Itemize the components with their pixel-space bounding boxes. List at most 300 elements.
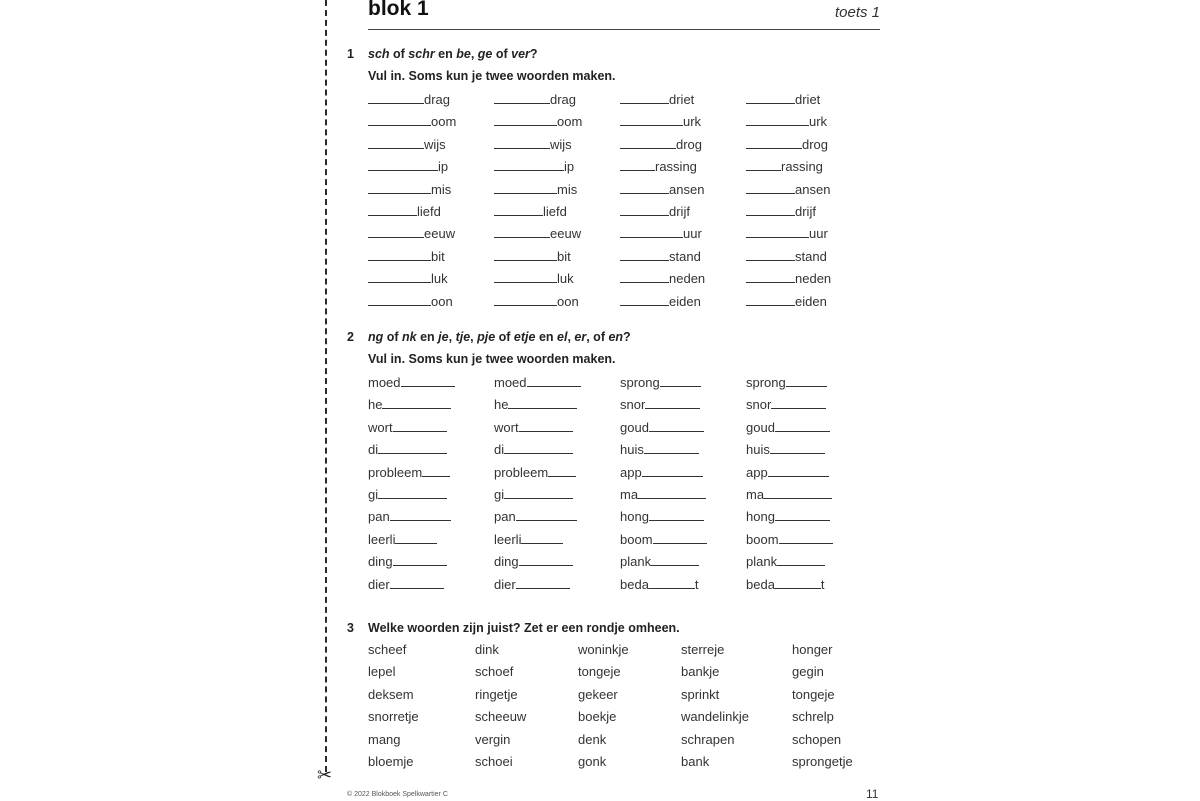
answer-blank[interactable] <box>519 553 574 566</box>
fill-in-item <box>368 293 453 311</box>
answer-blank[interactable] <box>494 248 557 261</box>
word-fragment: wijs <box>424 136 446 152</box>
fill-in-item <box>746 486 832 504</box>
word-option[interactable]: bank <box>681 754 710 769</box>
answer-blank[interactable] <box>746 225 809 238</box>
word-fragment: ip <box>438 159 449 175</box>
header-rule <box>368 29 880 30</box>
word-fragment: oom <box>557 114 583 130</box>
word-option[interactable]: tongeje <box>578 664 621 680</box>
word-fragment: app <box>746 464 768 480</box>
word-fragment: drijf <box>669 204 690 219</box>
scissors-icon: ✂ <box>317 765 333 785</box>
fill-in-item <box>368 396 451 414</box>
word-fragment: huis <box>746 442 770 458</box>
answer-blank[interactable] <box>768 464 830 477</box>
word-option[interactable]: sterreje <box>681 642 725 657</box>
word-fragment: uur <box>809 226 828 242</box>
title-fragment: , <box>470 47 478 61</box>
fill-in-item <box>620 486 706 504</box>
word-fragment: oon <box>431 293 453 309</box>
fill-in-item <box>494 374 581 392</box>
answer-blank[interactable] <box>644 441 699 454</box>
word-fragment: sprong <box>746 375 786 390</box>
answer-blank[interactable] <box>775 419 830 432</box>
answer-blank[interactable] <box>620 91 669 104</box>
title-fragment: je <box>438 330 449 344</box>
title-fragment: etje <box>513 330 536 344</box>
q1-title <box>368 47 538 61</box>
title-fragment: nk <box>402 330 417 344</box>
fill-in-item <box>746 225 828 243</box>
fill-in-item <box>494 181 577 199</box>
fill-in-item <box>368 419 447 437</box>
word-fragment: mis <box>557 181 578 197</box>
fill-in-item <box>368 203 441 221</box>
word-fragment: bit <box>557 248 571 264</box>
word-fragment: wort <box>368 419 393 435</box>
answer-blank[interactable] <box>494 181 557 194</box>
fill-in-item <box>746 203 816 221</box>
answer-blank[interactable] <box>746 248 795 261</box>
fill-in-item <box>620 181 704 199</box>
answer-blank[interactable] <box>746 270 795 283</box>
title-fragment: en <box>416 330 439 344</box>
word-option[interactable]: boekje <box>578 709 617 725</box>
answer-blank[interactable] <box>504 441 572 454</box>
word-option[interactable]: bankje <box>681 664 720 680</box>
word-option[interactable]: gekeer <box>578 686 618 702</box>
fill-in-item <box>368 531 437 549</box>
fill-in-item <box>494 486 573 504</box>
answer-blank[interactable] <box>504 486 572 499</box>
word-fragment: eeuw <box>550 226 582 242</box>
word-option[interactable]: honger <box>792 642 833 657</box>
answer-blank[interactable] <box>620 158 655 171</box>
title-fragment: , of <box>586 330 609 344</box>
answer-blank[interactable] <box>368 203 417 216</box>
title-fragment: ver <box>511 47 530 61</box>
answer-blank[interactable] <box>494 293 557 306</box>
word-fragment: moed <box>494 375 527 390</box>
word-option[interactable]: snorretje <box>368 709 419 725</box>
fill-in-item <box>368 225 455 243</box>
answer-blank[interactable] <box>368 158 438 171</box>
word-fragment: di <box>494 442 505 458</box>
word-fragment: eiden <box>669 293 701 309</box>
word-fragment: ma <box>620 487 639 502</box>
fill-in-item <box>494 576 570 594</box>
title-fragment: en <box>608 330 624 344</box>
answer-blank[interactable] <box>620 113 683 126</box>
word-fragment: urk <box>683 114 702 130</box>
fill-in-item <box>368 553 447 571</box>
fill-in-item <box>494 419 573 437</box>
word-fragment: bit <box>431 248 445 264</box>
answer-blank[interactable] <box>368 293 431 306</box>
word-fragment: hong <box>620 509 649 525</box>
fill-in-item <box>620 464 703 482</box>
title-fragment: el <box>557 330 568 344</box>
fill-in-item <box>620 225 702 243</box>
fill-in-item <box>746 181 830 199</box>
fill-in-item <box>746 419 830 437</box>
answer-blank[interactable] <box>620 136 676 149</box>
title-fragment: be <box>456 47 471 61</box>
answer-blank[interactable] <box>401 374 456 387</box>
answer-blank[interactable] <box>642 464 704 477</box>
answer-blank[interactable] <box>368 270 431 283</box>
word-option[interactable]: schopen <box>792 731 842 747</box>
answer-blank[interactable] <box>649 576 695 589</box>
toets-label: toets 1 <box>835 4 881 21</box>
answer-blank[interactable] <box>746 158 781 171</box>
word-fragment: neden <box>795 271 832 287</box>
word-fragment: stand <box>795 248 827 264</box>
word-option[interactable]: dink <box>475 642 499 657</box>
answer-blank[interactable] <box>368 181 431 194</box>
word-fragment: moed <box>368 375 401 390</box>
fill-in-item <box>368 374 455 392</box>
word-option[interactable]: schrelp <box>792 709 834 725</box>
word-fragment: drog <box>676 136 703 152</box>
fill-in-item <box>746 464 829 482</box>
word-fragment: goud <box>620 419 649 435</box>
word-fragment: wijs <box>550 136 572 152</box>
fill-in-item <box>746 248 827 266</box>
answer-blank[interactable] <box>770 441 825 454</box>
answer-blank[interactable] <box>390 508 452 521</box>
word-option[interactable]: woninkje <box>578 642 629 657</box>
word-option[interactable]: denk <box>578 731 607 747</box>
fill-in-item <box>620 508 704 526</box>
answer-blank[interactable] <box>746 113 809 126</box>
answer-blank[interactable] <box>494 225 550 238</box>
answer-blank[interactable] <box>378 486 446 499</box>
q3-number: 3 <box>347 621 354 635</box>
fill-in-item <box>620 293 701 311</box>
answer-blank[interactable] <box>620 248 669 261</box>
answer-blank[interactable] <box>519 419 574 432</box>
q1-instruction: Vul in. Soms kun je twee woorden maken. <box>368 69 616 83</box>
fill-in-item <box>746 553 825 571</box>
word-fragment: luk <box>431 271 448 287</box>
title-fragment: , <box>448 330 456 344</box>
word-fragment: rassing <box>655 159 697 175</box>
fill-in-item <box>368 91 450 109</box>
word-fragment: oom <box>431 114 457 130</box>
fill-in-item <box>620 396 700 414</box>
word-fragment: ma <box>746 487 765 502</box>
word-fragment: dier <box>494 576 516 592</box>
word-fragment: huis <box>620 442 644 458</box>
answer-blank[interactable] <box>786 374 827 387</box>
word-fragment: stand <box>669 248 701 264</box>
answer-blank[interactable] <box>653 531 708 544</box>
q2-number: 2 <box>347 330 354 344</box>
answer-blank[interactable] <box>494 113 557 126</box>
answer-blank[interactable] <box>620 293 669 306</box>
fill-in-item <box>746 270 831 288</box>
word-option[interactable]: sprongetje <box>792 754 853 769</box>
fill-in-item <box>620 270 705 288</box>
word-fragment: boom <box>746 531 779 547</box>
word-suffix: t <box>820 576 825 592</box>
answer-blank[interactable] <box>775 576 821 589</box>
word-fragment: probleem <box>494 464 549 480</box>
fill-in-item <box>746 531 833 549</box>
answer-blank[interactable] <box>378 441 446 454</box>
fill-in-item <box>620 576 699 594</box>
fill-in-item <box>368 441 447 459</box>
word-suffix: t <box>694 576 699 592</box>
title-fragment: , <box>470 330 478 344</box>
fill-in-item <box>368 158 448 176</box>
fill-in-item <box>494 270 574 288</box>
answer-blank[interactable] <box>548 464 576 477</box>
title-fragment: of <box>495 330 514 344</box>
answer-blank[interactable] <box>516 576 571 589</box>
fill-in-item <box>620 113 701 131</box>
fill-in-item <box>368 248 445 266</box>
title-fragment: pje <box>477 330 496 344</box>
word-fragment: app <box>620 464 642 480</box>
fill-in-item <box>494 531 563 549</box>
word-fragment: ding <box>494 554 519 570</box>
fill-in-item <box>746 158 823 176</box>
answer-blank[interactable] <box>771 396 826 409</box>
answer-blank[interactable] <box>390 576 445 589</box>
title-fragment: ? <box>623 330 631 344</box>
footer-copyright: © 2022 Blokboek Spelkwartier C <box>347 791 448 798</box>
fill-in-item <box>746 91 820 109</box>
word-fragment: di <box>368 442 379 458</box>
answer-blank[interactable] <box>494 203 543 216</box>
answer-blank[interactable] <box>746 91 795 104</box>
fill-in-item <box>368 576 444 594</box>
fill-in-item <box>620 91 694 109</box>
answer-blank[interactable] <box>651 553 699 566</box>
page-number: 11 <box>866 787 879 801</box>
word-fragment: beda <box>746 576 775 592</box>
answer-blank[interactable] <box>494 91 550 104</box>
word-option[interactable]: mang <box>368 731 401 747</box>
answer-blank[interactable] <box>382 396 450 409</box>
word-fragment: pan <box>494 509 516 525</box>
answer-blank[interactable] <box>638 486 706 499</box>
word-fragment: liefd <box>543 204 567 219</box>
answer-blank[interactable] <box>527 374 582 387</box>
answer-blank[interactable] <box>620 203 669 216</box>
word-fragment: dier <box>368 576 390 592</box>
word-fragment: wort <box>494 419 519 435</box>
fill-in-item <box>494 508 577 526</box>
title-fragment: schr <box>408 47 435 61</box>
word-fragment: boom <box>620 531 653 547</box>
word-fragment: drijf <box>795 204 816 219</box>
word-option[interactable]: vergin <box>475 731 511 747</box>
title-fragment: ? <box>529 47 538 61</box>
fill-in-item <box>746 374 827 392</box>
word-fragment: neden <box>669 271 706 287</box>
fill-in-item <box>494 553 573 571</box>
word-fragment: leerli <box>494 531 522 547</box>
word-option[interactable]: bloemje <box>368 754 414 769</box>
answer-blank[interactable] <box>764 486 832 499</box>
word-fragment: ansen <box>669 181 705 197</box>
title-fragment: en <box>535 330 558 344</box>
word-fragment: eeuw <box>424 226 456 242</box>
word-fragment: ansen <box>795 181 831 197</box>
word-option[interactable]: gegin <box>792 664 824 680</box>
answer-blank[interactable] <box>494 158 564 171</box>
fill-in-item <box>368 464 450 482</box>
word-option[interactable]: schoei <box>475 754 513 769</box>
answer-blank[interactable] <box>620 225 683 238</box>
answer-blank[interactable] <box>746 293 795 306</box>
word-fragment: goud <box>746 419 775 435</box>
title-fragment: of <box>383 330 403 344</box>
fill-in-item <box>620 136 702 154</box>
fill-in-item <box>494 248 571 266</box>
word-option[interactable]: deksem <box>368 686 414 702</box>
answer-blank[interactable] <box>494 270 557 283</box>
word-fragment: driet <box>669 92 695 107</box>
answer-blank[interactable] <box>368 248 431 261</box>
page-title: blok 1 <box>368 0 429 20</box>
answer-blank[interactable] <box>368 225 424 238</box>
word-fragment: mis <box>431 181 452 197</box>
answer-blank[interactable] <box>645 396 700 409</box>
word-fragment: snor <box>746 397 772 413</box>
fill-in-item <box>746 113 827 131</box>
fill-in-item <box>494 225 581 243</box>
word-option[interactable]: schrapen <box>681 731 735 747</box>
word-option[interactable]: schoef <box>475 664 514 680</box>
word-fragment: drag <box>550 92 577 107</box>
fill-in-item <box>494 396 577 414</box>
q3-title: Welke woorden zijn juist? Zet er een rondje omheen. <box>368 621 680 635</box>
word-option[interactable]: ringetje <box>475 686 518 702</box>
answer-blank[interactable] <box>746 181 795 194</box>
answer-blank[interactable] <box>779 531 834 544</box>
q1-number: 1 <box>347 47 354 61</box>
fill-in-item <box>620 419 704 437</box>
word-option[interactable]: lepel <box>368 664 396 680</box>
fill-in-item <box>368 136 446 154</box>
title-fragment: er <box>574 330 587 344</box>
answer-blank[interactable] <box>746 136 802 149</box>
fill-in-item <box>746 396 826 414</box>
answer-blank[interactable] <box>368 136 424 149</box>
cut-line <box>325 0 327 772</box>
answer-blank[interactable] <box>521 531 562 544</box>
fill-in-item <box>368 486 447 504</box>
fill-in-item <box>620 441 699 459</box>
answer-blank[interactable] <box>368 113 431 126</box>
title-fragment: of <box>389 47 409 61</box>
word-fragment: pan <box>368 509 390 525</box>
fill-in-item <box>494 464 576 482</box>
word-fragment: he <box>494 397 509 413</box>
word-fragment: driet <box>795 92 821 107</box>
answer-blank[interactable] <box>393 553 448 566</box>
answer-blank[interactable] <box>746 203 795 216</box>
fill-in-item <box>368 113 456 131</box>
fill-in-item <box>746 508 830 526</box>
answer-blank[interactable] <box>368 91 424 104</box>
fill-in-item <box>620 531 707 549</box>
word-fragment: urk <box>809 114 828 130</box>
title-fragment: , <box>567 330 575 344</box>
title-fragment: of <box>492 47 512 61</box>
fill-in-item <box>368 181 451 199</box>
word-fragment: uur <box>683 226 702 242</box>
answer-blank[interactable] <box>660 374 701 387</box>
answer-blank[interactable] <box>395 531 436 544</box>
word-fragment: gi <box>368 487 379 502</box>
word-option[interactable]: scheef <box>368 642 407 657</box>
fill-in-item <box>494 203 567 221</box>
word-fragment: probleem <box>368 464 423 480</box>
word-fragment: he <box>368 397 383 413</box>
word-fragment: plank <box>746 554 778 570</box>
fill-in-item <box>368 508 451 526</box>
word-option[interactable]: gonk <box>578 754 607 769</box>
answer-blank[interactable] <box>494 136 550 149</box>
word-option[interactable]: scheeuw <box>475 709 527 725</box>
word-fragment: eiden <box>795 293 827 309</box>
fill-in-item <box>494 293 579 311</box>
word-option[interactable]: tongeje <box>792 686 835 702</box>
answer-blank[interactable] <box>422 464 450 477</box>
word-fragment: beda <box>620 576 649 592</box>
word-fragment: drog <box>802 136 829 152</box>
title-fragment: en <box>434 47 457 61</box>
word-fragment: ip <box>564 159 575 175</box>
fill-in-item <box>746 576 825 594</box>
answer-blank[interactable] <box>516 508 578 521</box>
word-fragment: luk <box>557 271 574 287</box>
word-fragment: sprong <box>620 375 660 390</box>
fill-in-item <box>494 136 572 154</box>
title-fragment: sch <box>368 47 390 61</box>
answer-blank[interactable] <box>620 270 669 283</box>
fill-in-item <box>494 158 574 176</box>
word-fragment: hong <box>746 509 775 525</box>
answer-blank[interactable] <box>393 419 448 432</box>
answer-blank[interactable] <box>777 553 825 566</box>
word-fragment: snor <box>620 397 646 413</box>
q2-title <box>368 330 631 344</box>
fill-in-item <box>620 248 701 266</box>
answer-blank[interactable] <box>649 508 704 521</box>
answer-blank[interactable] <box>775 508 830 521</box>
fill-in-item <box>368 270 448 288</box>
word-option[interactable]: sprinkt <box>681 686 720 702</box>
answer-blank[interactable] <box>620 181 669 194</box>
word-option[interactable]: wandelinkje <box>681 709 749 725</box>
fill-in-item <box>746 293 827 311</box>
word-fragment: leerli <box>368 531 396 547</box>
word-fragment: ding <box>368 554 393 570</box>
fill-in-item <box>746 441 825 459</box>
answer-blank[interactable] <box>649 419 704 432</box>
word-fragment: oon <box>557 293 579 309</box>
fill-in-item <box>494 113 582 131</box>
fill-in-item <box>620 553 699 571</box>
answer-blank[interactable] <box>508 396 576 409</box>
